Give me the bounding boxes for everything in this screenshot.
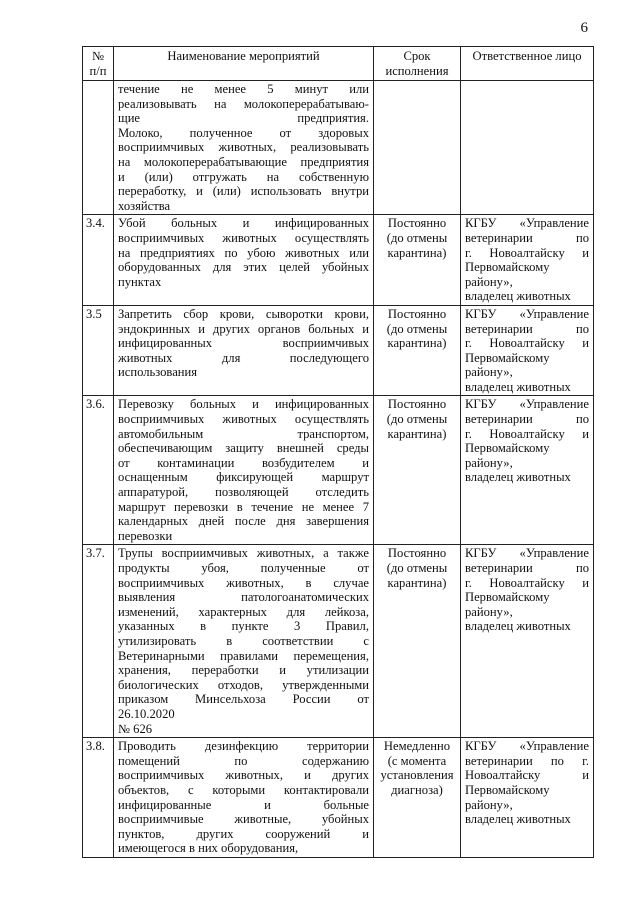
text-line: району»,: [465, 274, 513, 289]
text-line: автомобильным транспортом,: [118, 426, 369, 441]
row-term-empty: [374, 81, 461, 215]
text-line: восприимчивые животные, убойных: [118, 812, 369, 827]
text-line: району»,: [465, 455, 513, 470]
text-line: биологических отходов, утвержденными: [118, 677, 369, 692]
row-num-empty: [83, 81, 114, 215]
row-description: [114, 738, 374, 858]
text-line: владелец животных: [465, 470, 571, 485]
text-line: ветеринарии по г.: [465, 753, 589, 768]
text-line: Первомайскому: [465, 441, 550, 456]
text-line: обеспечивающим защиту внешней среды: [118, 441, 369, 456]
row-responsible: [461, 305, 594, 396]
text-line: переработку, и (или) использовать внутри: [118, 184, 369, 199]
row-number: 3.7.: [83, 545, 114, 738]
text-line: ветеринарии по: [465, 412, 589, 427]
row-term: Постоянно (до отмены карантина): [374, 396, 461, 545]
text-line: от контаминации возбудителем и: [118, 455, 369, 470]
text-line: району»,: [465, 365, 513, 380]
row-number: 3.8.: [83, 738, 114, 858]
text-line: инфицированных восприимчивых: [118, 336, 369, 351]
text-line: восприимчивых животных осуществлять: [118, 412, 369, 427]
table-row: [83, 215, 594, 306]
text-line: Запретить сбор крови, сыворотки крови,: [118, 306, 369, 321]
row-description: [114, 396, 374, 545]
text-line: восприимчивых животных, и других: [118, 768, 369, 783]
text-line: восприимчивых животных, в случае: [118, 575, 369, 590]
row-term: Немедленно (с момента установления диагноза): [374, 738, 461, 858]
text-line: течение не менее 5 минут или: [118, 82, 369, 96]
text-line: району»,: [465, 604, 513, 619]
text-line: КГБУ «Управление: [465, 216, 589, 231]
text-line: щие предприятия.: [118, 111, 369, 126]
text-line: ветеринарии по: [465, 561, 589, 575]
text-line: имеющегося в них оборудования,: [118, 841, 299, 856]
row-responsible: [461, 738, 594, 858]
row-term: Постоянно (до отмены карантина): [374, 305, 461, 396]
text-line: маршрут перевозки в течение не менее 7: [118, 499, 369, 514]
text-line: Первомайскому: [465, 590, 550, 605]
header-name: Наименование мероприятий: [114, 47, 374, 81]
table-row: [83, 738, 594, 858]
text-line: хозяйства: [118, 198, 171, 213]
header-num: № п/п: [83, 47, 114, 81]
header-responsible: Ответственное лицо: [461, 47, 594, 81]
text-line: г. Новоалтайску и: [465, 336, 589, 351]
text-line: Первомайскому: [465, 260, 550, 275]
table-row-continuation: [83, 81, 594, 215]
text-line: владелец животных: [465, 379, 571, 394]
text-line: животных для последующего: [118, 350, 369, 365]
text-line: Проводить дезинфекцию территории: [118, 739, 369, 754]
row-description: [114, 215, 374, 306]
text-line: реализовывать на молокоперерабатываю-: [118, 96, 369, 111]
text-line: району»,: [465, 797, 513, 812]
text-line: Убой больных и инфицированных: [118, 216, 369, 231]
text-line: эндокринных и других органов больных и: [118, 321, 369, 336]
text-line: пунктов, других сооружений и: [118, 826, 369, 841]
text-line: Первомайскому: [465, 350, 550, 365]
text-line: объектов, с которыми контактировали: [118, 782, 369, 797]
row-term: Постоянно (до отмены карантина): [374, 545, 461, 738]
text-line: аппаратурой, позволяющей отследить: [118, 485, 369, 500]
text-line: г. Новоалтайску и: [465, 245, 589, 260]
text-line: хранения, переработки и утилизации: [118, 663, 369, 678]
text-line: № 626: [118, 721, 153, 736]
text-line: владелец животных: [465, 289, 571, 304]
text-line: владелец животных: [465, 812, 571, 827]
text-line: инфицированные и больные: [118, 797, 369, 812]
text-line: г. Новоалтайску и: [465, 426, 589, 441]
text-line: владелец животных: [465, 619, 571, 634]
text-line: утилизировать в соответствии с: [118, 633, 369, 648]
row-number: 3.6.: [83, 396, 114, 545]
text-line: указанных в пункте 3 Правил,: [118, 619, 369, 634]
text-line: пунктах: [118, 274, 162, 289]
text-line: оборудованных для этих целей убойных: [118, 260, 369, 275]
row-responsible-empty: [461, 81, 594, 215]
text-line: помещений по содержанию: [118, 753, 369, 768]
text-line: Перевозку больных и инфицированных: [118, 397, 369, 412]
table-row: [83, 545, 594, 738]
text-line: Трупы восприимчивых животных, а также: [118, 546, 369, 561]
page-number: 6: [580, 20, 588, 36]
text-line: КГБУ «Управление: [465, 546, 589, 561]
text-line: оснащенным фиксирующей маршрут: [118, 470, 369, 485]
table-row: [83, 305, 594, 396]
measures-table: [82, 46, 594, 858]
row-number: 3.5: [83, 305, 114, 396]
text-line: КГБУ «Управление: [465, 739, 589, 754]
row-responsible: [461, 545, 594, 738]
text-line: приказом Минсельхоза России от: [118, 692, 369, 707]
row-description: [114, 81, 374, 215]
row-number: 3.4.: [83, 215, 114, 306]
text-line: Ветеринарными правилами перемещения,: [118, 648, 369, 663]
text-line: использования: [118, 365, 198, 380]
text-line: календарных дней после дня завершения: [118, 514, 369, 529]
text-line: КГБУ «Управление: [465, 306, 589, 321]
text-line: ветеринарии по: [465, 230, 589, 245]
text-line: продукты убоя, полученные от: [118, 561, 369, 575]
text-line: Новоалтайску и: [465, 768, 589, 783]
row-responsible: [461, 396, 594, 545]
row-description: [114, 545, 374, 738]
text-line: на предприятиях по убою животных или: [118, 245, 369, 260]
text-line: 26.10.2020: [118, 706, 175, 721]
text-line: восприимчивых животных, реализовывать: [118, 140, 369, 155]
text-line: КГБУ «Управление: [465, 397, 589, 412]
header-term: Срок исполнения: [374, 47, 461, 81]
text-line: перевозки: [118, 528, 173, 543]
row-responsible: [461, 215, 594, 306]
text-line: и (или) отгружать на собственную: [118, 169, 369, 184]
table-header-row: [83, 47, 594, 81]
text-line: ветеринарии по: [465, 321, 589, 336]
text-line: выявления патологоанатомических: [118, 590, 369, 605]
text-line: изменений, характерных для лейкоза,: [118, 604, 369, 619]
text-line: г. Новоалтайску и: [465, 575, 589, 590]
text-line: Первомайскому: [465, 782, 550, 797]
row-term: Постоянно (до отмены карантина): [374, 215, 461, 306]
text-line: на молокоперерабатывающие предприятия: [118, 154, 369, 169]
row-description: [114, 305, 374, 396]
text-line: Молоко, полученное от здоровых: [118, 125, 369, 140]
table-row: [83, 396, 594, 545]
text-line: восприимчивых животных осуществлять: [118, 230, 369, 245]
